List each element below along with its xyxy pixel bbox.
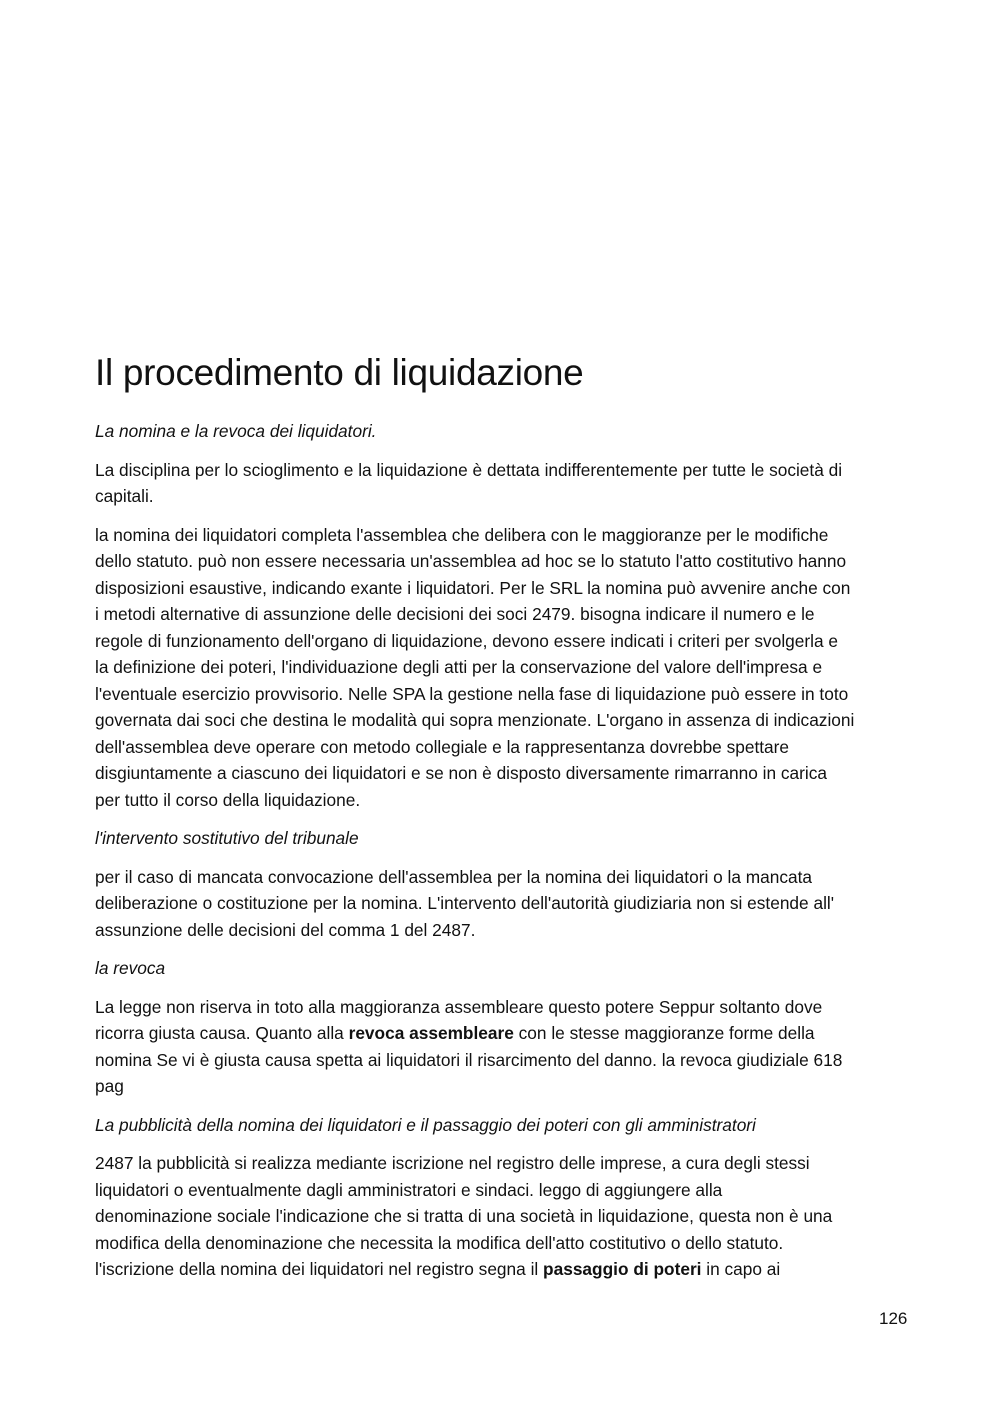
bold-term-revoca-assembleare: revoca assembleare — [348, 1023, 514, 1043]
subheading-nomina: La nomina e la revoca dei liquidatori. — [95, 421, 377, 441]
text-line: disgiuntamente a ciascuno dei liquidatori e se non è disposto diversamente rimarranno in carica — [95, 763, 827, 783]
document-body — [95, 418, 907, 1295]
text-run: l'iscrizione della nomina dei liquidatori nel registro segna il — [95, 1259, 544, 1279]
paragraph-intervento — [95, 864, 907, 944]
subheading-intervento: l'intervento sostitutivo del tribunale — [95, 828, 359, 848]
text-line: La legge non riserva in toto alla maggioranza assembleare questo potere Seppur soltanto dove — [95, 996, 823, 1017]
text-line: pag — [95, 1076, 124, 1096]
text-line: dello statuto. può non essere necessaria un'assemblea ad hoc se lo statuto l'atto costitutivo hanno — [95, 551, 847, 571]
paragraph-revoca — [95, 994, 907, 1100]
bold-term-passaggio-di-poteri: passaggio di poteri — [543, 1259, 702, 1279]
text-line: la nomina dei liquidatori completa l'assemblea che delibera con le maggioranze per le modifiche — [95, 524, 829, 545]
text-run: con le stesse maggioranze forme della — [513, 1023, 815, 1043]
text-line: governata dai soci che destina le modalità qui sopra menzionate. L'organo in assenza di indicazioni — [95, 710, 855, 730]
text-line: per il caso di mancata convocazione dell'assemblea per la nomina dei liquidatori o la mancata — [95, 866, 813, 887]
text-line: assunzione delle decisioni del comma 1 del 2487. — [95, 919, 476, 940]
text-line: regole di funzionamento dell'organo di liquidazione, devono essere indicati i criteri per svolgerla e — [95, 630, 838, 651]
text-line: la definizione dei poteri, l'individuazione degli atti per la conservazione del valore dell'impresa e — [95, 657, 823, 677]
text-line: nomina Se vi è giusta causa spetta ai liquidatori il risarcimento del danno. la revoca giudiziale 618 — [95, 1049, 843, 1070]
text-line: denominazione sociale l'indicazione che si tratta di una società in liquidazione, questa non è una — [95, 1206, 833, 1226]
page-number: 126 — [879, 1309, 908, 1328]
paragraph-disciplina — [95, 457, 907, 510]
text-line: dell'assemblea deve operare con metodo collegiale e la rappresentanza dovrebbe spettare — [95, 736, 790, 757]
text-run: ricorra giusta causa. Quanto alla — [95, 1023, 349, 1043]
text-line: deliberazione o costituzione per la nomina. L'intervento dell'autorità giudiziaria non si estende all' — [95, 893, 835, 913]
paragraph-nomina — [95, 522, 907, 814]
text-line: i metodi alternative di assunzione delle decisioni dei soci 2479. bisogna indicare il numero e le — [95, 604, 815, 624]
text-line: disposizioni esaustive, indicando exante i liquidatori. Per le SRL la nomina può avvenire anche con — [95, 577, 851, 598]
subheading-revoca: la revoca — [95, 958, 166, 978]
text-line: 2487 la pubblicità si realizza mediante iscrizione nel registro delle imprese, a cura degli stessi — [95, 1153, 810, 1173]
text-line: liquidatori o eventualmente dagli amministratori e sindaci. leggo di aggiungere alla — [95, 1179, 723, 1200]
text-line: l'eventuale esercizio provvisorio. Nelle SPA la gestione nella fase di liquidazione può essere in toto — [95, 683, 849, 704]
paragraph-pubblicita — [95, 1150, 907, 1283]
page-title: Il procedimento di liquidazione — [95, 352, 584, 393]
subheading-pubblicita: La pubblicità della nomina dei liquidatori e il passaggio dei poteri con gli amministratori — [95, 1114, 756, 1135]
text-line: per tutto il corso della liquidazione. — [95, 789, 361, 810]
text-line — [95, 1020, 907, 1047]
text-line: La disciplina per lo scioglimento e la liquidazione è dettata indifferentemente per tutte le società di — [95, 459, 843, 480]
text-line — [95, 1256, 907, 1283]
text-run: in capo ai — [701, 1259, 781, 1279]
text-line: capitali. — [95, 486, 154, 506]
text-line: modifica della denominazione che necessita la modifica dell'atto costitutivo o dello statuto. — [95, 1232, 784, 1253]
